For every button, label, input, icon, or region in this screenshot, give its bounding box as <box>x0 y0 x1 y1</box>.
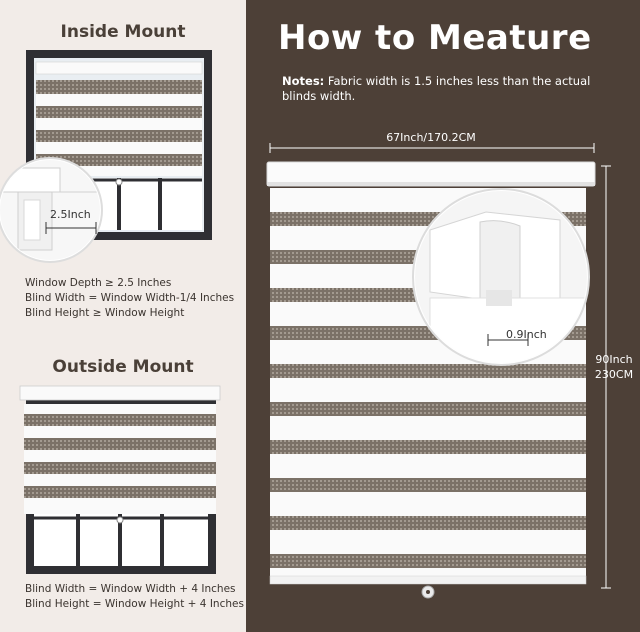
inside-spec-height: Blind Height ≥ Window Height <box>25 307 185 319</box>
fabric-stripe-light <box>270 454 586 478</box>
outside-mount-window <box>20 386 220 574</box>
fabric-stripe-dark <box>270 554 586 568</box>
inside-mount-specs <box>25 276 234 321</box>
detail-gap-label: 0.9Inch <box>506 328 547 341</box>
inside-spec-width: Blind Width = Window Width-1/4 Inches <box>25 292 235 304</box>
blind-width-label: 67Inch/170.2CM <box>386 131 476 144</box>
fabric-stripe-light <box>270 530 586 554</box>
blind-height-inch: 90Inch <box>595 353 633 366</box>
outside-spec-width: Blind Width = Window Width + 4 Inches <box>25 583 236 595</box>
outside-mount-title: Outside Mount <box>52 357 194 377</box>
fabric-stripe-light <box>270 492 586 516</box>
notes-body: Fabric width is 1.5 inches less than the actual blinds width. <box>282 74 591 103</box>
blind-height-label <box>590 352 638 382</box>
inside-depth-label: 2.5Inch <box>50 208 91 221</box>
fabric-stripe-light <box>270 568 586 574</box>
outside-spec-height: Blind Height = Window Height + 4 Inches <box>25 598 244 610</box>
fabric-stripe-light <box>270 416 586 440</box>
inside-mount-title: Inside Mount <box>60 22 186 42</box>
blind-bottom-rail <box>270 576 586 598</box>
fabric-stripe-dark <box>270 364 586 378</box>
fabric-stripe-dark <box>270 516 586 530</box>
notes-label: Notes: <box>282 74 325 88</box>
fabric-stripe-dark <box>270 440 586 454</box>
fabric-stripe-dark <box>270 478 586 492</box>
blind-height-cm: 230CM <box>594 368 634 381</box>
how-to-measure-title: How to Meature <box>278 18 592 58</box>
notes-text <box>282 74 602 104</box>
inside-spec-depth: Window Depth ≥ 2.5 Inches <box>25 277 172 289</box>
outside-mount-specs <box>25 582 244 612</box>
fabric-stripe-light <box>270 378 586 402</box>
fabric-stripe-dark <box>270 402 586 416</box>
